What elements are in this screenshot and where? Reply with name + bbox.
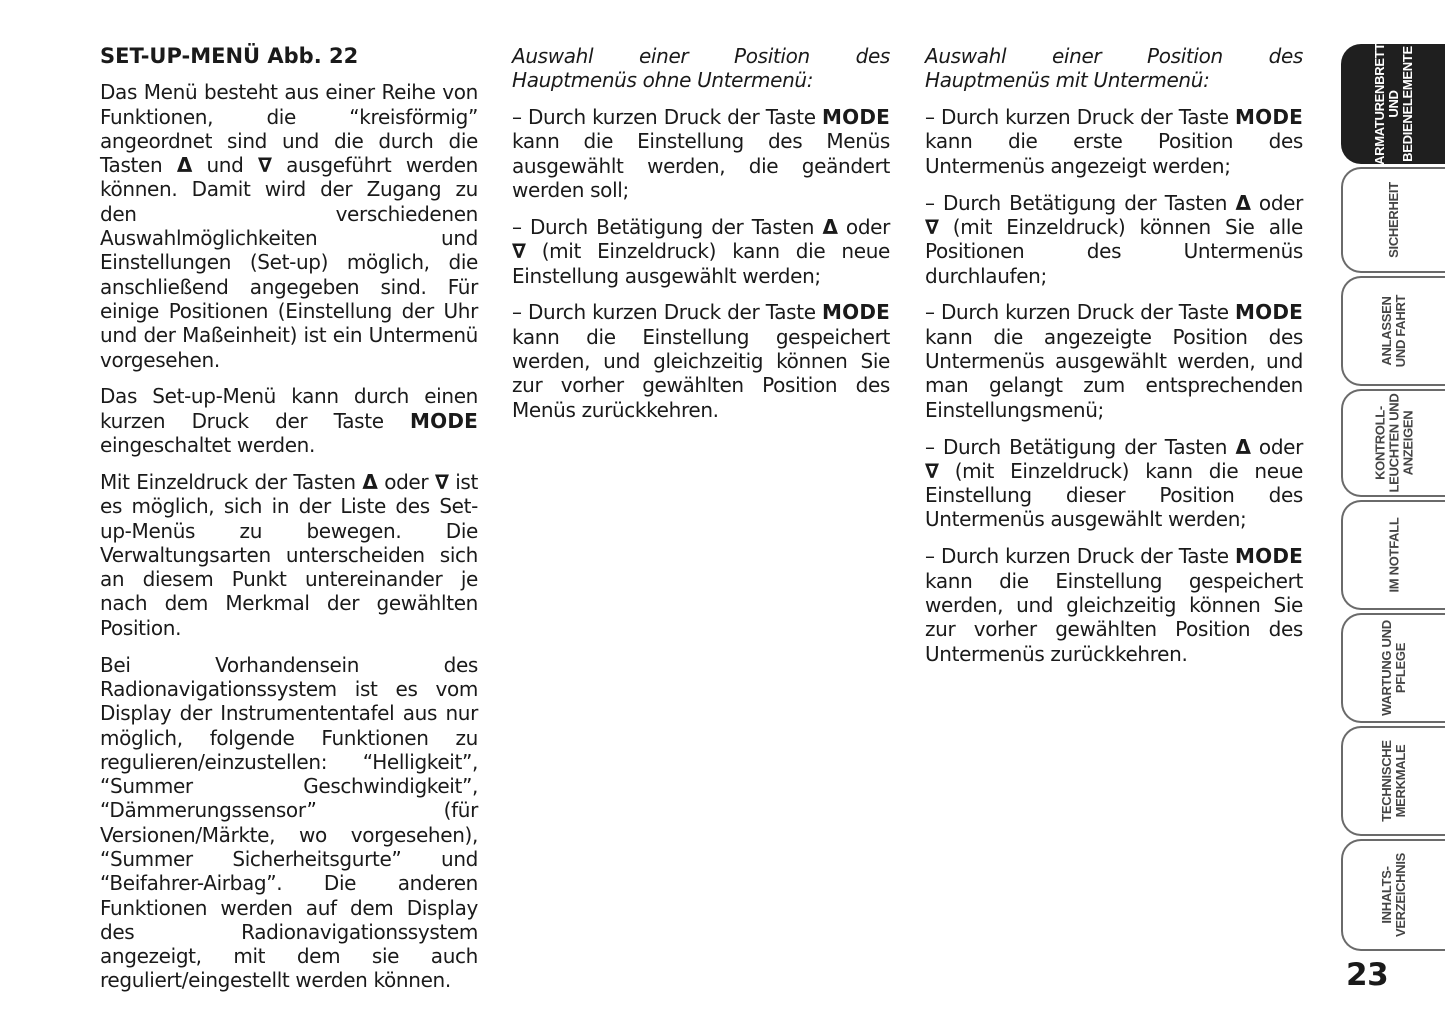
- intro-with-submenu: Auswahl einer Position des Hauptmenüs mit Untermenü:: [925, 44, 1303, 93]
- step-show-submenu: – Durch kurzen Druck der Taste MODE kann die erste Position des Untermenüs angezeigt werden;: [925, 105, 1303, 178]
- section-heading: SET-UP-MENÜ Abb. 22: [100, 44, 359, 68]
- right-column: [925, 44, 1303, 678]
- mode-key-label: MODE: [822, 300, 890, 325]
- up-arrow-icon: Δ: [1235, 190, 1251, 215]
- paragraph-activation: Das Set-up-Menü kann durch einen kurzen Druck der Taste MODE eingeschaltet werden.: [100, 384, 478, 458]
- page-number: 23: [1346, 957, 1389, 993]
- mode-key-label: MODE: [1235, 300, 1303, 325]
- paragraph-navigation: Mit Einzeldruck der Tasten Δ oder ∇ ist es möglich, sich in der Liste des Set-up-Menüs zu bewegen. Die Verwaltungsarten unterscheiden sich an diesem Punkt untereinander je nach dem Merkmal der gewählten Position.: [100, 469, 478, 640]
- tab-inhaltsverzeichnis[interactable]: [1341, 839, 1445, 951]
- down-arrow-icon: ∇: [925, 458, 939, 483]
- tab-label: SICHERHEIT: [1385, 182, 1401, 258]
- intro-without-submenu: Auswahl einer Position des Hauptmenüs ohne Untermenü:: [512, 44, 890, 93]
- left-column: [100, 44, 478, 1005]
- mode-key-label: MODE: [1235, 105, 1303, 130]
- tab-label: INHALTS- VERZEICHNIS: [1378, 852, 1408, 938]
- up-arrow-icon: Δ: [176, 153, 192, 178]
- down-arrow-icon: ∇: [257, 153, 272, 178]
- tab-wartung-und-pflege[interactable]: [1341, 613, 1445, 723]
- tab-im-notfall[interactable]: [1341, 500, 1445, 610]
- mode-key-label: MODE: [822, 105, 890, 130]
- down-arrow-icon: ∇: [434, 469, 449, 494]
- down-arrow-icon: ∇: [925, 214, 939, 239]
- tab-armaturenbrett[interactable]: [1341, 44, 1445, 164]
- tab-label: ANLASSEN UND FAHRT: [1379, 294, 1408, 368]
- down-arrow-icon: ∇: [512, 239, 526, 264]
- tab-anlassen-und-fahrt[interactable]: [1341, 276, 1445, 386]
- paragraph-menu-description: Das Menü besteht aus einer Reihe von Funktionen, die “kreisförmig” angeordnet sind und die durch die Tasten Δ und ∇ ausgeführt werden können. Damit wird der Zugang zu den verschiedenen Auswahlmöglichkeiten und Einstellungen (Set-up) möglich, die anschließend angegeben sind. Für einige Positionen (Einstellung der Uhr und der Maßeinheit) ist ein Untermenü vorgesehen.: [100, 80, 478, 372]
- tab-label: TECHNISCHE MERKMALE: [1378, 740, 1408, 822]
- step-save-setting: – Durch kurzen Druck der Taste MODE kann die Einstellung gespeichert werden, und gleichzeitig können Sie zur vorher gewählten Position des Menüs zurückkehren.: [512, 300, 890, 422]
- tab-kontrollleuchten-und-anzeigen[interactable]: [1341, 389, 1445, 497]
- tab-label: WARTUNG UND PFLEGE: [1378, 620, 1408, 716]
- up-arrow-icon: Δ: [822, 214, 838, 239]
- step-choose-submenu-setting: – Durch Betätigung der Tasten Δ oder ∇ (mit Einzeldruck) kann die neue Einstellung dieser Position des Untermenüs ausgewählt werden;: [925, 434, 1303, 532]
- step-select-setting: – Durch kurzen Druck der Taste MODE kann die Einstellung des Menüs ausgewählt werden, die geändert werden soll;: [512, 105, 890, 203]
- step-choose-new-setting: – Durch Betätigung der Tasten Δ oder ∇ (mit Einzeldruck) kann die neue Einstellung ausgewählt werden;: [512, 214, 890, 288]
- mode-key-label: MODE: [410, 408, 478, 433]
- tab-label: IM NOTFALL: [1386, 517, 1401, 593]
- up-arrow-icon: Δ: [1235, 434, 1251, 459]
- step-select-submenu-item: – Durch kurzen Druck der Taste MODE kann die angezeigte Position des Untermenüs ausgewählt werden, und man gelangt zum entsprechenden Einstellungsmenü;: [925, 300, 1303, 422]
- middle-column: [512, 44, 890, 435]
- step-save-submenu-setting: – Durch kurzen Druck der Taste MODE kann die Einstellung gespeichert werden, und gleichzeitig können Sie zur vorher gewählten Position des Untermenüs zurückkehren.: [925, 544, 1303, 666]
- up-arrow-icon: Δ: [362, 469, 378, 494]
- tab-label: KONTROLL- LEUCHTEN UND ANZEIGEN: [1371, 393, 1415, 493]
- paragraph-radionavigation: Bei Vorhandensein des Radionavigationssystem ist es vom Display der Instrumententafel aus nur möglich, folgende Funktionen zu regulieren/einzustellen: “Helligkeit”, “Summer Geschwindigkeit”, “Dämmerungssensor” (für Versionen/Märkte, wo vorgesehen), “Summer Sicherheitsgurte” und “Beifahrer-Airbag”. Die anderen Funktionen werden auf dem Display des Radionavigationssystem angezeigt, mit dem sie auch reguliert/eingestellt werden können.: [100, 652, 478, 993]
- tab-technische-merkmale[interactable]: [1341, 726, 1445, 836]
- step-browse-submenu: – Durch Betätigung der Tasten Δ oder ∇ (mit Einzeldruck) können Sie alle Positionen des Untermenüs durchlaufen;: [925, 190, 1303, 288]
- tab-label: ARMATURENBRETT UND BEDIENELEMENTE: [1372, 43, 1415, 165]
- mode-key-label: MODE: [1235, 544, 1303, 569]
- tab-sicherheit[interactable]: [1341, 167, 1445, 273]
